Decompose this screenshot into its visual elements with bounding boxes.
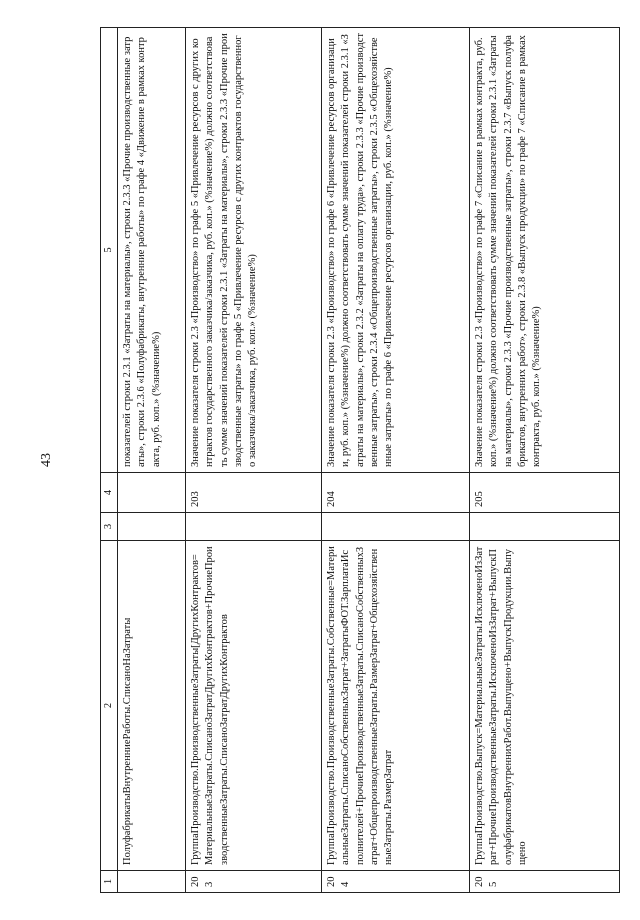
column-header-5: 5 <box>101 28 118 473</box>
column-header-2: 2 <box>101 541 118 871</box>
rule-description: Значение показателя строки 2.3 «Производство» по графе 7 «Списание в рамках контракта, руб. коп.» (%значение%) должно соответствовать сумме значений показателей строки 2.3.1 «Затраты на материалы», строки 2.3.3 «Прочие производственные затраты», строки 2.3.7 «Выпуск полуфабрикатов, внутренних работ», строки 2.3.8 «Выпуск продукции» по графе 7 «Списание в рамках контракта, руб. коп.» (%значение%) <box>470 28 620 473</box>
column-header-1: 1 <box>101 871 118 893</box>
table-row <box>470 28 620 893</box>
rule-number: 204 <box>322 871 470 893</box>
rule-description: Значение показателя строки 2.3 «Производство» по графе 5 «Привлечение ресурсов с других контрактов государственного заказчика/заказчика, руб. коп.» (%значение%) должно соответствовать сумме значений показателей строки 2.3.1 «Затраты на материалы», строки 2.3.3 «Прочие производственные затраты» по графе 5 «Привлечение ресурсов с других контрактов государственного заказчика/заказчика, руб. коп.» (%значение%) <box>186 28 322 473</box>
rule-number <box>118 871 186 893</box>
table-header-row <box>101 28 118 893</box>
rule-formula: ГруппаПроизводство.ПроизводственныеЗатраты.Собственные=МатериальныеЗатраты.СписаноСобственныхЗатрат+ЗатратыФОТ.ЗарплатаИсполнителей+ПрочиеПроизводственныеЗатраты.СписаноСобственныхЗатрат+ОбщепроизводственныеЗатраты.РазмерЗатрат+ОбщехозяйственныеЗатраты.РазмерЗатрат <box>322 541 470 871</box>
rule-code: 204 <box>322 473 470 513</box>
rule-code <box>118 473 186 513</box>
rule-number: 205 <box>470 871 620 893</box>
rule-col3 <box>322 513 470 541</box>
rule-col3 <box>118 513 186 541</box>
rule-col3 <box>470 513 620 541</box>
rule-description: показателей строки 2.3.1 «Затраты на материалы», строки 2.3.3 «Прочие производственные затраты», строки 2.3.6 «Полуфабрикаты, внутренние работы» по графе 4 «Движение в рамках контракта, руб. коп.» (%значение%) <box>118 28 186 473</box>
document-page <box>100 28 620 893</box>
rules-table <box>100 27 620 893</box>
rule-description: Значение показателя строки 2.3 «Производство» по графе 6 «Привлечение ресурсов организации, руб. коп.» (%значение%) должно соответствовать сумме значений показателей строки 2.3.1 «Затраты на материалы», строки 2.3.2 «Затраты на оплату труда», строки 2.3.3 «Прочие производственные затраты», строки 2.3.4 «Общепроизводственные затраты», строки 2.3.5 «Общехозяйственные затраты» по графе 6 «Привлечение ресурсов организации, руб. коп.» (%значение%) <box>322 28 470 473</box>
rule-formula: ГруппаПроизводство.ПроизводственныеЗатраты[ДругихКонтрактов=МатериальныеЗатраты.СписаноЗатратДругихКонтрактов+ПрочиеПроизводственныеЗатраты.СписаноЗатратДругихКонтрактов <box>186 541 322 871</box>
rule-code: 205 <box>470 473 620 513</box>
table-row <box>322 28 470 893</box>
table-row <box>118 28 186 893</box>
rule-code: 203 <box>186 473 322 513</box>
table-row <box>186 28 322 893</box>
rule-number: 203 <box>186 871 322 893</box>
rule-formula: ГруппаПроизводство.Выпуск=МатериальныеЗатраты.ИсключеноИзЗатрат+ПрочиеПроизводственныеЗатраты.ИсключеноИзЗатрат+ВыпускПолуфабрикатовВнутреннихРабот.Выпущено+ВыпускПродукции.Выпущено <box>470 541 620 871</box>
column-header-4: 4 <box>101 473 118 513</box>
column-header-3: 3 <box>101 513 118 541</box>
page-number: 43 <box>39 453 54 467</box>
rule-col3 <box>186 513 322 541</box>
rule-formula: ПолуфабрикатыВнутренниеРаботы.СписаноНаЗатраты <box>118 541 186 871</box>
